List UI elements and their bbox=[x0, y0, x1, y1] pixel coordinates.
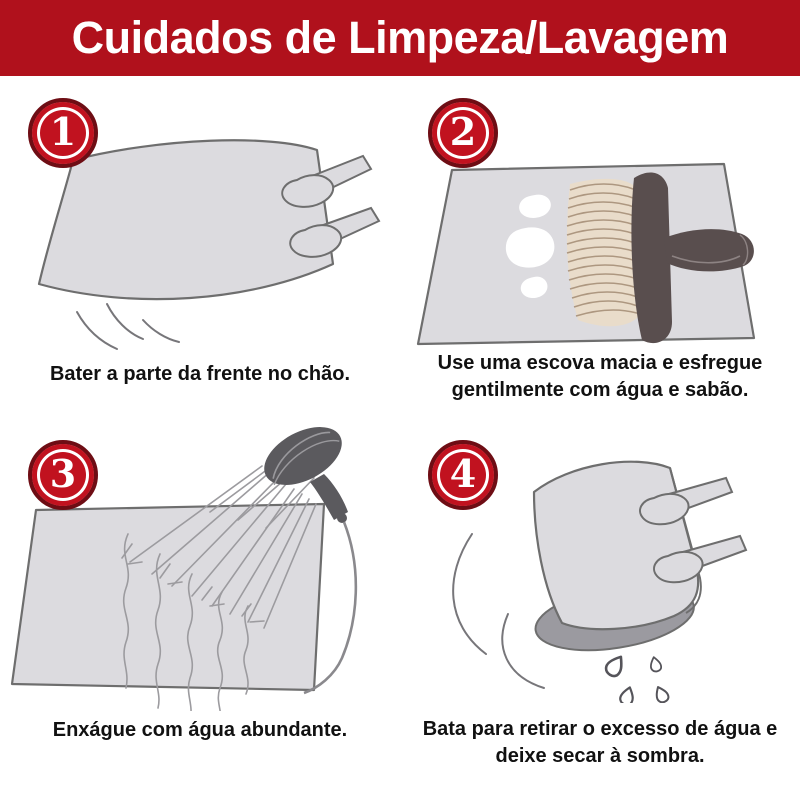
step-panel-3 bbox=[0, 410, 400, 800]
steps-grid bbox=[0, 76, 800, 800]
step-3-badge bbox=[28, 440, 98, 510]
step-panel-2 bbox=[400, 76, 800, 410]
page-title: Cuidados de Limpeza/Lavagem bbox=[71, 12, 729, 63]
motion-lines-icon bbox=[453, 534, 544, 688]
step-2-badge bbox=[428, 98, 498, 168]
water-drops-icon bbox=[604, 653, 671, 703]
motion-lines-icon bbox=[77, 304, 179, 349]
header-banner bbox=[0, 0, 800, 76]
step-4-caption: Bata para retirar o excesso de água e deixe secar à sombra. bbox=[422, 718, 778, 767]
step-4-number: 4 bbox=[449, 451, 477, 496]
step-2-number: 2 bbox=[449, 109, 477, 154]
step-4-badge bbox=[428, 440, 498, 510]
step-panel-4 bbox=[400, 410, 800, 800]
mat-front-shake-illustration bbox=[15, 136, 385, 356]
step-3-number: 3 bbox=[49, 451, 77, 496]
step-1-caption: Bater a parte da frente no chão. bbox=[49, 363, 351, 385]
step-panel-1 bbox=[0, 76, 400, 410]
step-1-badge bbox=[28, 98, 98, 168]
step-2-caption: Use uma escova macia e esfregue gentilmente com água e sabão. bbox=[437, 352, 763, 401]
mat-sheet-icon bbox=[534, 462, 698, 629]
step-3-caption: Enxágue com água abundante. bbox=[52, 719, 348, 741]
step-1-number: 1 bbox=[49, 109, 77, 154]
soft-brush-scrub-illustration bbox=[410, 156, 790, 351]
